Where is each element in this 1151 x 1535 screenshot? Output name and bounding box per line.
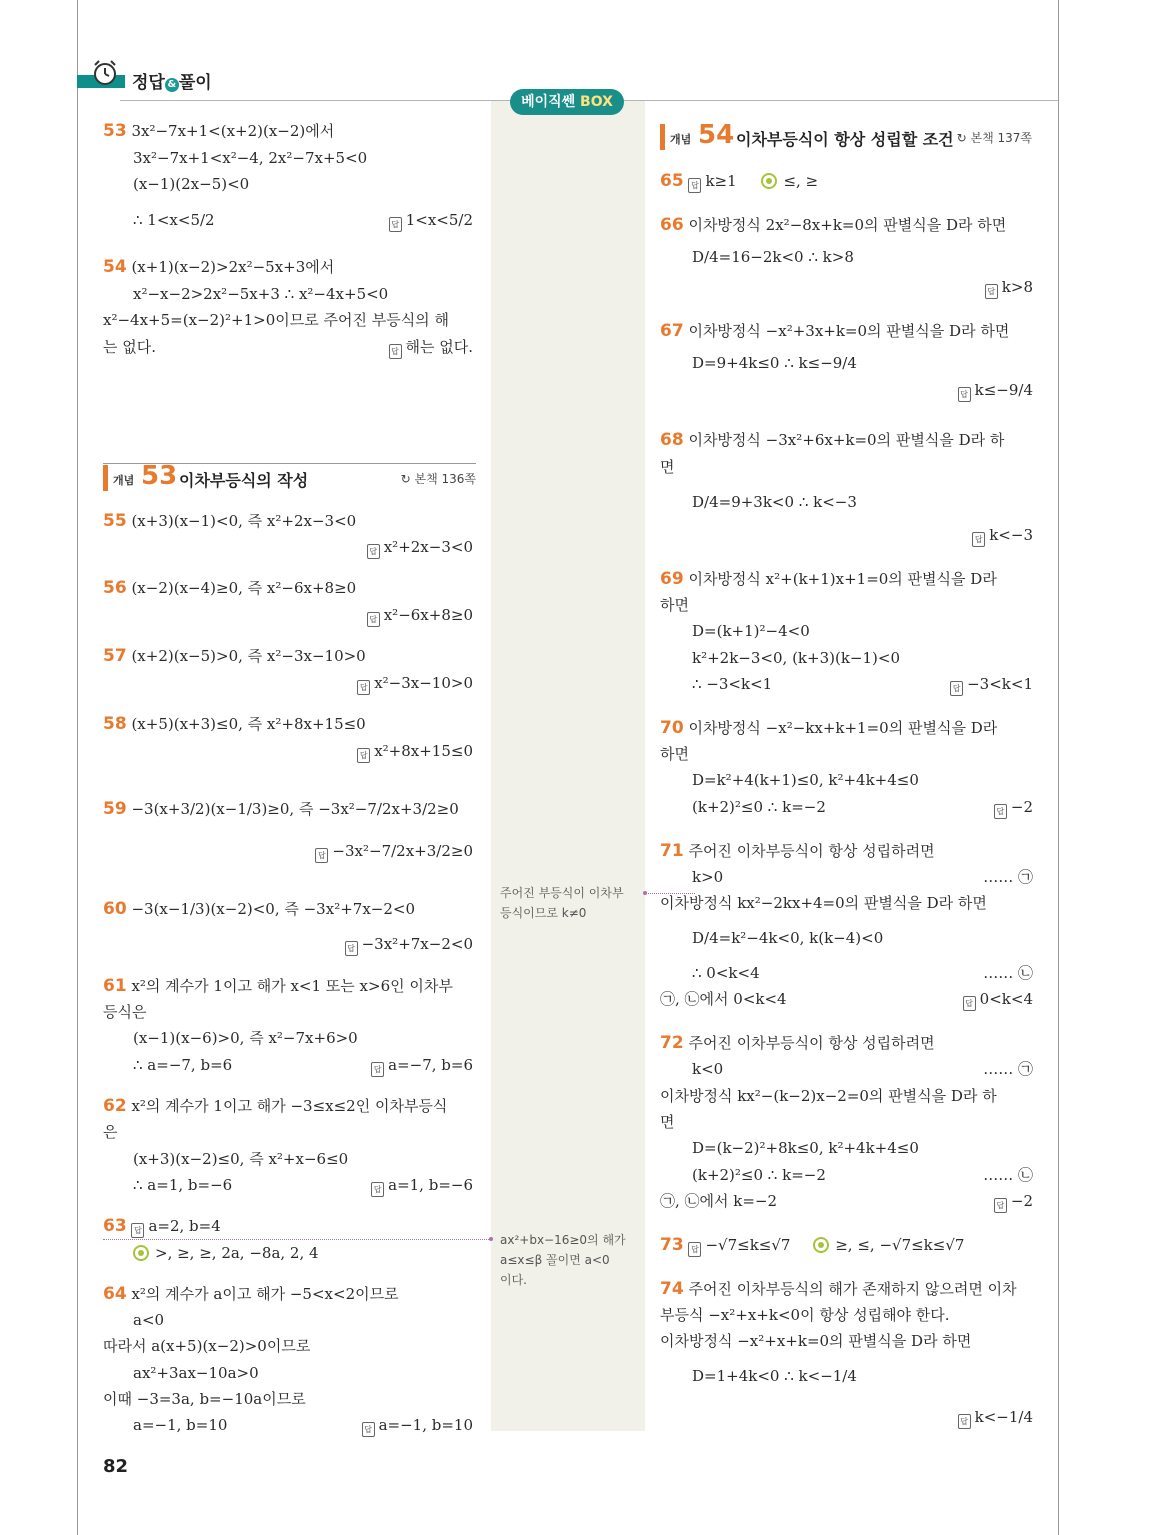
solution-line: k<0	[692, 1060, 724, 1078]
note-line: 등식이므로 k≠0	[500, 906, 587, 920]
side-note-63	[500, 1230, 640, 1290]
answer-icon: 답	[345, 941, 358, 956]
annotation-dot	[643, 891, 647, 895]
solution-line: (k+2)²≤0 ∴ k=−2	[692, 798, 826, 816]
solution-line: D=k²+4(k+1)≤0, k²+4k+4≤0	[692, 771, 919, 789]
solution-line: ∴ 1<x<5/2	[133, 211, 215, 229]
problem-number: 56	[103, 578, 127, 598]
answer-icon: 답	[357, 748, 370, 763]
answer: 답 x²+2x−3<0	[367, 537, 473, 559]
problem-number: 63	[103, 1216, 127, 1236]
condition-mark: …… ㉠	[983, 1060, 1033, 1078]
concept-number: 54	[698, 120, 735, 150]
solution-line: (x+1)(x−2)>2x²−5x+3에서	[131, 258, 335, 276]
answer-icon: 답	[958, 387, 971, 402]
concept-53-header	[103, 461, 476, 491]
answer-icon: 답	[688, 178, 701, 193]
ampersand-icon: &	[165, 78, 179, 92]
solution-line: D=(k+1)²−4<0	[692, 622, 810, 640]
problem-63	[103, 1216, 221, 1238]
answer: 답 x²−6x+8≥0	[367, 605, 473, 627]
problem-number: 58	[103, 714, 127, 734]
solution-line: ∴ −3<k<1	[692, 675, 773, 693]
refresh-icon: ↻	[956, 131, 971, 145]
side-note-71	[500, 883, 640, 923]
answer: 답 a=1, b=−6	[371, 1175, 473, 1197]
note-line: ax²+bx−16≥0의 해가	[500, 1233, 626, 1247]
concept-54-header	[660, 120, 1032, 150]
answer: a=2, b=4	[148, 1217, 221, 1235]
problem-64	[103, 1284, 399, 1304]
solution-line: 은	[103, 1123, 118, 1141]
solution-line: 주어진 이차부등식이 항상 성립하려면	[688, 1034, 935, 1052]
concept-title: 이차부등식의 작성	[179, 471, 309, 490]
solution-line: (x−1)(2x−5)<0	[133, 175, 250, 193]
note-line: 주어진 부등식이 이차부	[500, 886, 624, 900]
solution-line: (x+5)(x+3)≤0, 즉 x²+8x+15≤0	[131, 715, 366, 733]
problem-67	[660, 321, 1009, 341]
answer-icon: 답	[994, 1198, 1007, 1213]
target-icon	[133, 1245, 149, 1261]
note-line: 이다.	[500, 1273, 527, 1287]
answer: 답 k<−1/4	[958, 1407, 1033, 1429]
answer: 답 −3<k<1	[950, 674, 1033, 696]
problem-71	[660, 841, 935, 861]
answer-icon: 답	[367, 544, 380, 559]
problem-number: 54	[103, 257, 127, 277]
problem-53	[103, 121, 334, 141]
answer: 답 해는 없다.	[389, 337, 474, 359]
answer-icon: 답	[389, 217, 402, 232]
answer-icon: 답	[985, 284, 998, 299]
problem-number: 57	[103, 646, 127, 666]
solution-line: 이차방정식 kx²−2kx+4=0의 판별식을 D라 하면	[660, 894, 987, 912]
solution-line: 이차방정식 2x²−8x+k=0의 판별식을 D라 하면	[688, 216, 1007, 234]
solution-line: ∴ a=1, b=−6	[133, 1176, 233, 1194]
box-tab-word: BOX	[580, 94, 613, 110]
condition-mark: …… ㉡	[983, 1166, 1033, 1184]
problem-number: 53	[103, 121, 127, 141]
solution-line: −3(x+3/2)(x−1/3)≥0, 즉 −3x²−7/2x+3/2≥0	[131, 800, 459, 818]
concept-title: 이차부등식이 항상 성립할 조건	[736, 130, 954, 149]
problem-number: 67	[660, 321, 684, 341]
solution-line: 3x²−7x+1<x²−4, 2x²−7x+5<0	[133, 149, 368, 167]
answer-icon: 답	[950, 681, 963, 696]
annotation-connector	[103, 1239, 491, 1240]
page-frame-right	[1058, 0, 1059, 1535]
solution-line: x²의 계수가 a이고 해가 −5<x<2이므로	[131, 1285, 399, 1303]
answer-icon: 답	[972, 532, 985, 547]
problem-number: 66	[660, 215, 684, 235]
answer: 답 k<−3	[972, 525, 1033, 547]
refresh-icon: ↻	[400, 472, 415, 486]
problem-number: 55	[103, 511, 127, 531]
solution-line: ㉠, ㉡에서 0<k<4	[660, 990, 787, 1008]
solution-line: a<0	[133, 1311, 165, 1329]
solution-line: 등식은	[103, 1003, 147, 1021]
answer: 답 a=−1, b=10	[362, 1415, 473, 1437]
problem-58	[103, 714, 366, 734]
problem-55	[103, 511, 356, 531]
solution-line: −3(x−1/3)(x−2)<0, 즉 −3x²+7x−2<0	[131, 900, 415, 918]
section-title	[132, 68, 212, 93]
target-icon	[813, 1237, 829, 1253]
solution-line: x²−x−2>2x²−5x+3 ∴ x²−4x+5<0	[133, 285, 389, 303]
problem-number: 60	[103, 899, 127, 919]
solution-line: k>0	[692, 868, 724, 886]
problem-number: 64	[103, 1284, 127, 1304]
solution-line: ∴ 0<k<4	[692, 964, 760, 982]
answer-icon: 답	[357, 680, 370, 695]
problem-73	[660, 1235, 964, 1257]
title-solution: 풀이	[178, 73, 212, 93]
problem-54	[103, 257, 334, 277]
problem-69	[660, 569, 997, 589]
problem-56	[103, 578, 356, 598]
solution-line: x²−4x+5=(x−2)²+1>0이므로 주어진 부등식의 해	[103, 311, 449, 329]
problem-number: 71	[660, 841, 684, 861]
solution-line: 이차방정식 −3x²+6x+k=0의 판별식을 D라 하	[688, 431, 1005, 449]
problem-number: 62	[103, 1096, 127, 1116]
solution-line: 주어진 이차부등식이 항상 성립하려면	[688, 842, 935, 860]
answer-icon: 답	[367, 612, 380, 627]
solution-line: ㉠, ㉡에서 k=−2	[660, 1192, 778, 1210]
problem-66	[660, 215, 1006, 235]
problem-number: 65	[660, 171, 684, 191]
problem-number: 72	[660, 1033, 684, 1053]
solution-line: x²의 계수가 1이고 해가 x<1 또는 x>6인 이차부	[131, 977, 453, 995]
answer-icon: 답	[315, 848, 328, 863]
solution-line: D=(k−2)²+8k≤0, k²+4k+4≤0	[692, 1139, 919, 1157]
solution-line: 하면	[660, 745, 689, 763]
solution-line: 이차방정식 −x²+3x+k=0의 판별식을 D라 하면	[688, 322, 1010, 340]
answer: 답 x²+8x+15≤0	[357, 741, 473, 763]
answer-icon: 답	[994, 804, 1007, 819]
solution-line: D/4=16−2k<0 ∴ k>8	[692, 248, 854, 266]
note-line: a≤x≤β 꼴이면 a<0	[500, 1253, 610, 1267]
answer: 답 0<k<4	[963, 989, 1033, 1011]
solution-line: (x+2)(x−5)>0, 즉 x²−3x−10>0	[131, 647, 366, 665]
solution-line: ax²+3ax−10a>0	[133, 1364, 259, 1382]
problem-number: 59	[103, 799, 127, 819]
answer: 답 −2	[994, 1191, 1033, 1213]
answer-icon: 답	[963, 996, 976, 1011]
solution-line: 는 없다.	[103, 338, 157, 356]
condition-mark: …… ㉡	[983, 964, 1033, 982]
hint: ≥, ≤, −√7≤k≤√7	[835, 1236, 965, 1254]
problem-62	[103, 1096, 447, 1116]
answer-icon: 답	[371, 1182, 384, 1197]
answer-icon: 답	[389, 344, 402, 359]
target-icon	[761, 173, 777, 189]
page-frame-left	[77, 0, 78, 1535]
solution-line: 3x²−7x+1<(x+2)(x−2)에서	[131, 122, 335, 140]
solution-line: k²+2k−3<0, (k+3)(k−1)<0	[692, 649, 900, 667]
textbook-reference: ↻ 본책 137쪽	[956, 131, 1032, 145]
page-number: 82	[103, 1456, 129, 1477]
solution-line: 이차방정식 −x²+x+k=0의 판별식을 D라 하면	[660, 1332, 972, 1350]
solution-line: 이때 −3=3a, b=−10a이므로	[103, 1390, 306, 1408]
answer: 답 −3x²−7/2x+3/2≥0	[315, 841, 473, 863]
problem-number: 74	[660, 1279, 684, 1299]
problem-number: 73	[660, 1235, 684, 1255]
solution-line: x²의 계수가 1이고 해가 −3≤x≤2인 이차부등식	[131, 1097, 448, 1115]
hint: ≤, ≥	[783, 172, 819, 190]
solution-line: 따라서 a(x+5)(x−2)>0이므로	[103, 1337, 311, 1355]
solution-line: 주어진 이차부등식의 해가 존재하지 않으려면 이차	[688, 1280, 1017, 1298]
annotation-dot	[489, 1237, 493, 1241]
solution-line: 이차방정식 x²+(k+1)x+1=0의 판별식을 D라	[688, 570, 997, 588]
solution-line: 면	[660, 1113, 675, 1131]
answer: 답 k≤−9/4	[958, 380, 1033, 402]
solution-line: (k+2)²≤0 ∴ k=−2	[692, 1166, 826, 1184]
answer-icon: 답	[958, 1414, 971, 1429]
answer: 답 −2	[994, 797, 1033, 819]
solution-line: 이차방정식 −x²−kx+k+1=0의 판별식을 D라	[688, 719, 998, 737]
problem-59	[103, 799, 459, 819]
problem-74	[660, 1279, 1017, 1299]
answer: k≥1	[705, 172, 737, 190]
solution-line: 면	[660, 458, 675, 476]
alarm-clock-icon	[90, 58, 120, 88]
answer-icon: 답	[688, 1242, 701, 1257]
problem-number: 69	[660, 569, 684, 589]
basic-box-tab	[510, 89, 624, 115]
solution-line: D/4=k²−4k<0, k(k−4)<0	[692, 929, 884, 947]
solution-line: (x+3)(x−1)<0, 즉 x²+2x−3<0	[131, 512, 357, 530]
solution-line: (x−2)(x−4)≥0, 즉 x²−6x+8≥0	[131, 579, 357, 597]
answer: 답 k>8	[985, 277, 1033, 299]
answer-icon: 답	[362, 1422, 375, 1437]
problem-70	[660, 718, 997, 738]
solution-line: D=1+4k<0 ∴ k<−1/4	[692, 1367, 857, 1385]
answer-icon: 답	[371, 1062, 384, 1077]
solution-line: (x−1)(x−6)>0, 즉 x²−7x+6>0	[133, 1029, 358, 1047]
problem-65	[660, 171, 818, 193]
answer: 답 x²−3x−10>0	[357, 673, 473, 695]
solution-line: 부등식 −x²+x+k<0이 항상 성립해야 한다.	[660, 1306, 950, 1324]
problem-68	[660, 430, 1004, 450]
problem-60	[103, 899, 415, 919]
hint-line: >, ≥, ≥, 2a, −8a, 2, 4	[133, 1243, 319, 1263]
problem-57	[103, 646, 366, 666]
answer: −√7≤k≤√7	[705, 1236, 791, 1254]
answer: 답 1<x<5/2	[389, 210, 473, 232]
problem-61	[103, 976, 453, 996]
solution-line: a=−1, b=10	[133, 1416, 228, 1434]
solution-line: (x+3)(x−2)≤0, 즉 x²+x−6≤0	[133, 1150, 349, 1168]
problem-number: 68	[660, 430, 684, 450]
answer-icon: 답	[131, 1223, 144, 1238]
problem-72	[660, 1033, 935, 1053]
concept-number: 53	[141, 461, 178, 491]
concept-label: 개념	[670, 133, 692, 146]
textbook-reference: ↻ 본책 136쪽	[400, 472, 476, 486]
problem-number: 70	[660, 718, 684, 738]
problem-number: 61	[103, 976, 127, 996]
title-answer: 정답	[132, 73, 165, 93]
box-tab-prefix: 베이직쎈	[521, 94, 576, 110]
answer: 답 a=−7, b=6	[371, 1055, 473, 1077]
concept-label: 개념	[113, 474, 135, 487]
solution-line: D/4=9+3k<0 ∴ k<−3	[692, 493, 857, 511]
condition-mark: …… ㉠	[983, 868, 1033, 886]
solution-line: D=9+4k≤0 ∴ k≤−9/4	[692, 354, 857, 372]
answer: 답 −3x²+7x−2<0	[345, 934, 473, 956]
solution-line: ∴ a=−7, b=6	[133, 1056, 233, 1074]
solution-line: 이차방정식 kx²−(k−2)x−2=0의 판별식을 D라 하	[660, 1087, 997, 1105]
solution-line: 하면	[660, 596, 689, 614]
